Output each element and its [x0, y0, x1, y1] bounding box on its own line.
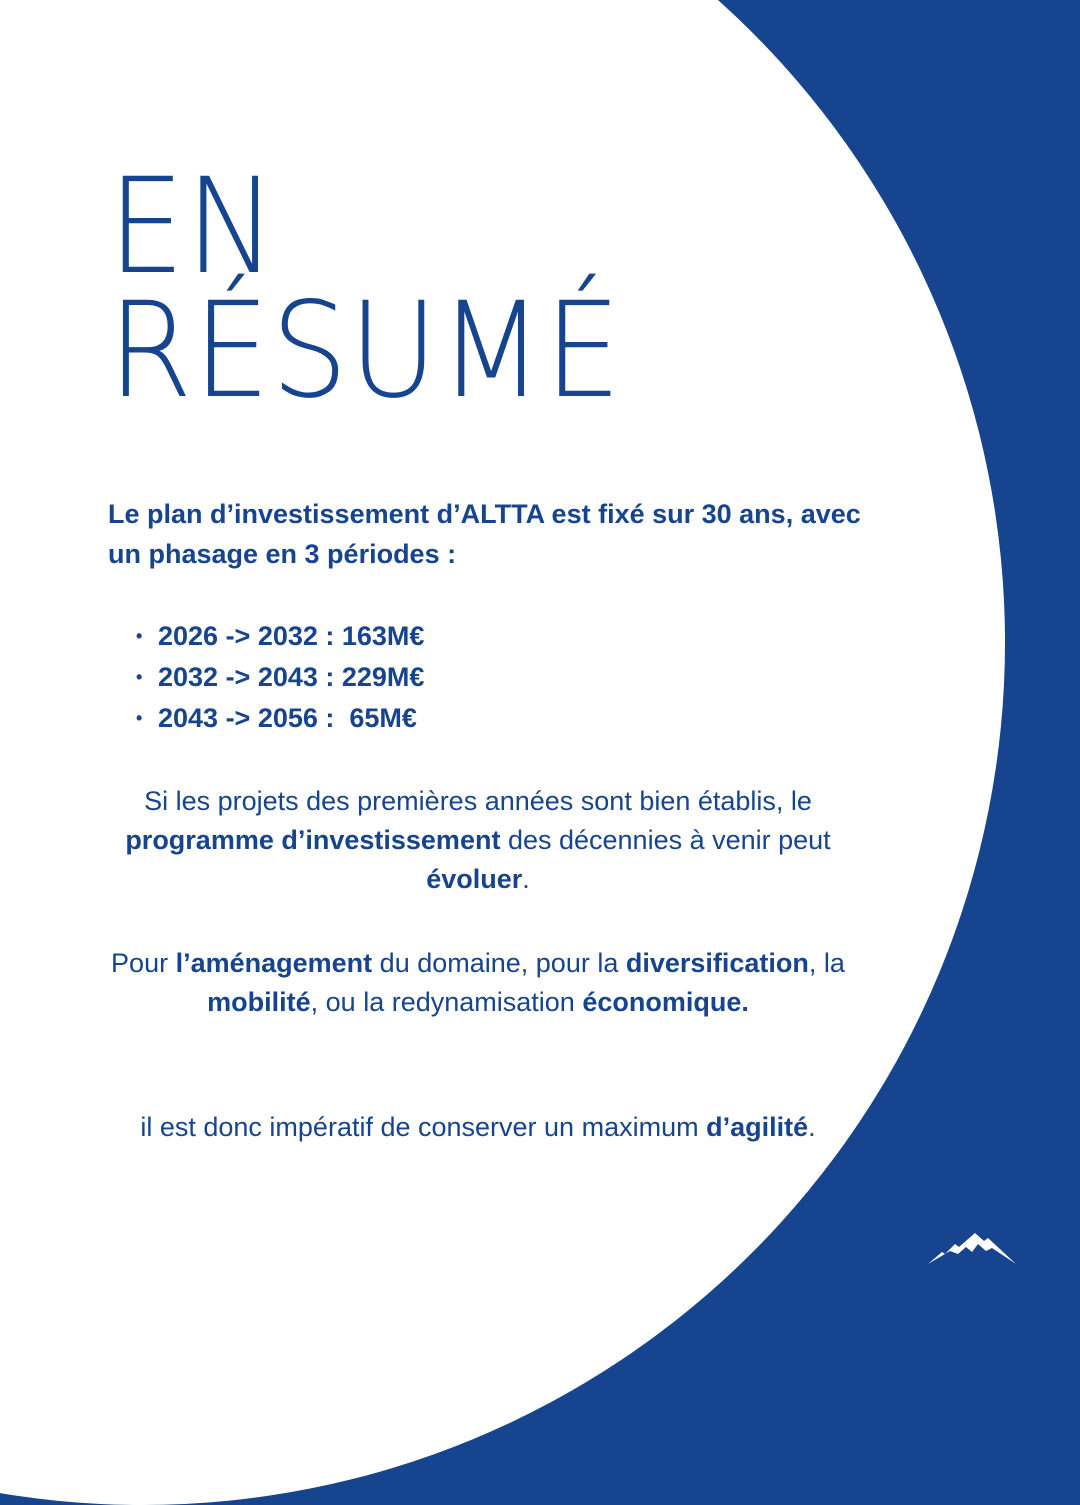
text-segment: , ou la redynamisation — [310, 987, 583, 1017]
text-segment: Si les projets des premières années sont bien établis, le — [144, 786, 812, 816]
paragraph-agility — [90, 1108, 866, 1147]
emphasis-mobility: mobilité — [207, 987, 311, 1017]
page-title — [108, 150, 623, 428]
text-segment: du domaine, pour la — [372, 948, 626, 978]
text-segment: des décennies à venir peut — [500, 825, 831, 855]
period-item: • 2043 -> 2056 : 65M€ — [130, 698, 424, 739]
emphasis-agility: d’agilité — [706, 1112, 809, 1142]
period-item: • 2026 -> 2032 : 163M€ — [130, 616, 424, 657]
paragraph-domains — [90, 944, 866, 1022]
paragraph-evolution — [90, 782, 866, 899]
emphasis-diversification: diversification — [625, 948, 809, 978]
text-segment: il est donc impératif de conserver un maximum — [140, 1112, 707, 1142]
text-segment: , la — [808, 948, 845, 978]
emphasis-amenagement: l’aménagement — [175, 948, 373, 978]
title-line-2: RÉSUMÉ — [108, 274, 623, 428]
mountain-icon — [928, 1230, 1016, 1266]
text-segment: . — [808, 1112, 816, 1142]
text-segment: Pour — [111, 948, 176, 978]
period-list — [130, 616, 424, 739]
intro-text: Le plan d’investissement d’ALTTA est fixé sur 30 ans, avec un phasage en 3 périodes : — [108, 499, 861, 569]
emphasis-investment-program: programme d’investissement — [125, 825, 501, 855]
period-item: • 2032 -> 2043 : 229M€ — [130, 657, 424, 698]
title-line-1: EN — [108, 150, 278, 304]
text-segment: . — [522, 864, 530, 894]
emphasis-economic: économique. — [582, 987, 749, 1017]
emphasis-evolve: évoluer — [426, 864, 523, 894]
